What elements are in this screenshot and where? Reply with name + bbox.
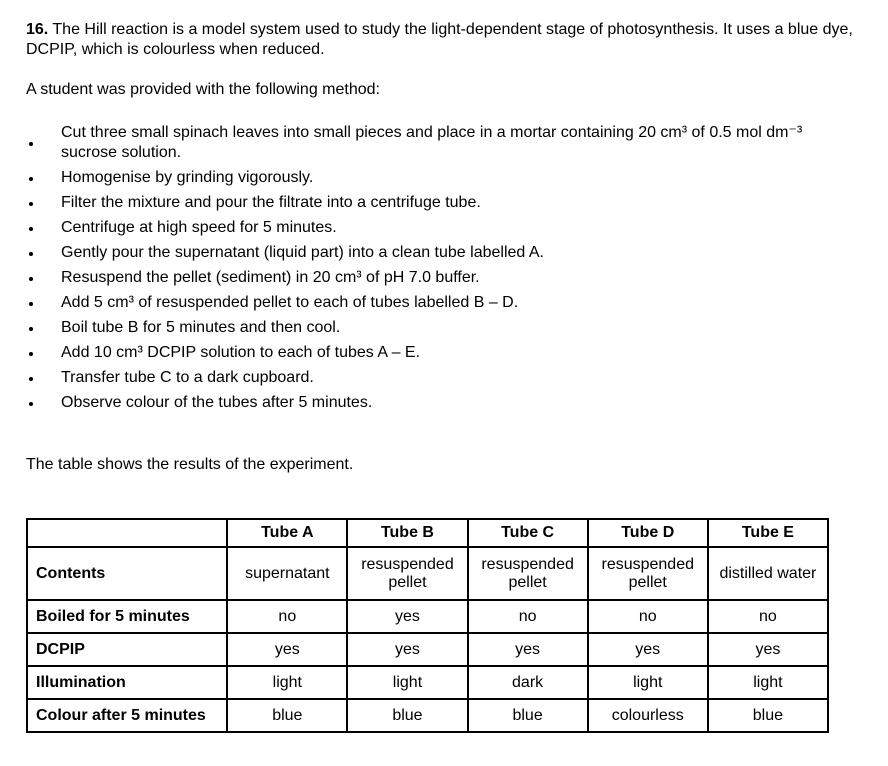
method-step: Filter the mixture and pour the filtrate into a centrifuge tube. — [26, 193, 826, 213]
table-cell: resuspended pellet — [468, 547, 588, 600]
bullet-icon — [29, 402, 33, 406]
results-table — [26, 518, 829, 733]
bullet-icon — [29, 177, 33, 181]
table-cell: blue — [468, 699, 588, 732]
table-row — [27, 547, 828, 600]
table-cell: yes — [347, 633, 467, 666]
row-label: Colour after 5 minutes — [27, 699, 227, 732]
table-cell: yes — [708, 633, 828, 666]
method-step: Observe colour of the tubes after 5 minutes. — [26, 393, 826, 413]
table-row — [27, 699, 828, 732]
row-label: DCPIP — [27, 633, 227, 666]
table-header-cell: Tube C — [468, 519, 588, 547]
row-label: Illumination — [27, 666, 227, 699]
table-row — [27, 600, 828, 633]
table-cell: yes — [468, 633, 588, 666]
table-cell: light — [347, 666, 467, 699]
table-cell: no — [708, 600, 828, 633]
method-step: Cut three small spinach leaves into small pieces and place in a mortar containing 20 cm³ of 0.5 mol dm⁻³ sucrose solution. — [26, 123, 826, 163]
table-cell: yes — [588, 633, 708, 666]
method-step: Add 10 cm³ DCPIP solution to each of tubes A – E. — [26, 343, 826, 363]
table-header-row — [27, 519, 828, 547]
method-step: Resuspend the pellet (sediment) in 20 cm³ of pH 7.0 buffer. — [26, 268, 826, 288]
bullet-icon — [29, 202, 33, 206]
table-cell: light — [588, 666, 708, 699]
table-row — [27, 633, 828, 666]
method-step: Add 5 cm³ of resuspended pellet to each of tubes labelled B – D. — [26, 293, 826, 313]
table-cell: resuspended pellet — [588, 547, 708, 600]
table-cell: no — [588, 600, 708, 633]
table-cell: distilled water — [708, 547, 828, 600]
bullet-icon — [29, 302, 33, 306]
table-cell: dark — [468, 666, 588, 699]
table-cell: blue — [708, 699, 828, 732]
bullet-icon — [29, 252, 33, 256]
table-row — [27, 666, 828, 699]
table-cell: yes — [347, 600, 467, 633]
table-cell: no — [468, 600, 588, 633]
table-cell: blue — [227, 699, 347, 732]
table-cell: resuspended pellet — [347, 547, 467, 600]
table-header-cell: Tube B — [347, 519, 467, 547]
bullet-icon — [29, 327, 33, 331]
table-cell: supernatant — [227, 547, 347, 600]
bullet-icon — [29, 142, 33, 146]
method-step: Gently pour the supernatant (liquid part) into a clean tube labelled A. — [26, 243, 826, 263]
table-caption: The table shows the results of the experiment. — [26, 456, 354, 473]
method-step: Boil tube B for 5 minutes and then cool. — [26, 318, 826, 338]
table-cell: light — [227, 666, 347, 699]
row-label: Boiled for 5 minutes — [27, 600, 227, 633]
method-step: Transfer tube C to a dark cupboard. — [26, 368, 826, 388]
bullet-icon — [29, 277, 33, 281]
table-cell: colourless — [588, 699, 708, 732]
method-step: Homogenise by grinding vigorously. — [26, 168, 826, 188]
table-header-cell: Tube D — [588, 519, 708, 547]
row-label: Contents — [27, 547, 227, 600]
method-intro: A student was provided with the following method: — [26, 81, 380, 98]
table-header-cell: Tube A — [227, 519, 347, 547]
bullet-icon — [29, 377, 33, 381]
bullet-icon — [29, 227, 33, 231]
bullet-icon — [29, 352, 33, 356]
method-step: Centrifuge at high speed for 5 minutes. — [26, 218, 826, 238]
table-cell: blue — [347, 699, 467, 732]
method-list — [26, 123, 826, 418]
question-number: 16. — [26, 21, 49, 38]
table-cell: light — [708, 666, 828, 699]
table-cell: yes — [227, 633, 347, 666]
question-body: The Hill reaction is a model system used to study the light-dependent stage of photosynthesis. It uses a blue dye, DCPIP, which is colourless when reduced. — [26, 21, 853, 58]
question-text — [26, 20, 876, 60]
table-cell: no — [227, 600, 347, 633]
table-header-cell: Tube E — [708, 519, 828, 547]
table-header-cell — [27, 519, 227, 547]
